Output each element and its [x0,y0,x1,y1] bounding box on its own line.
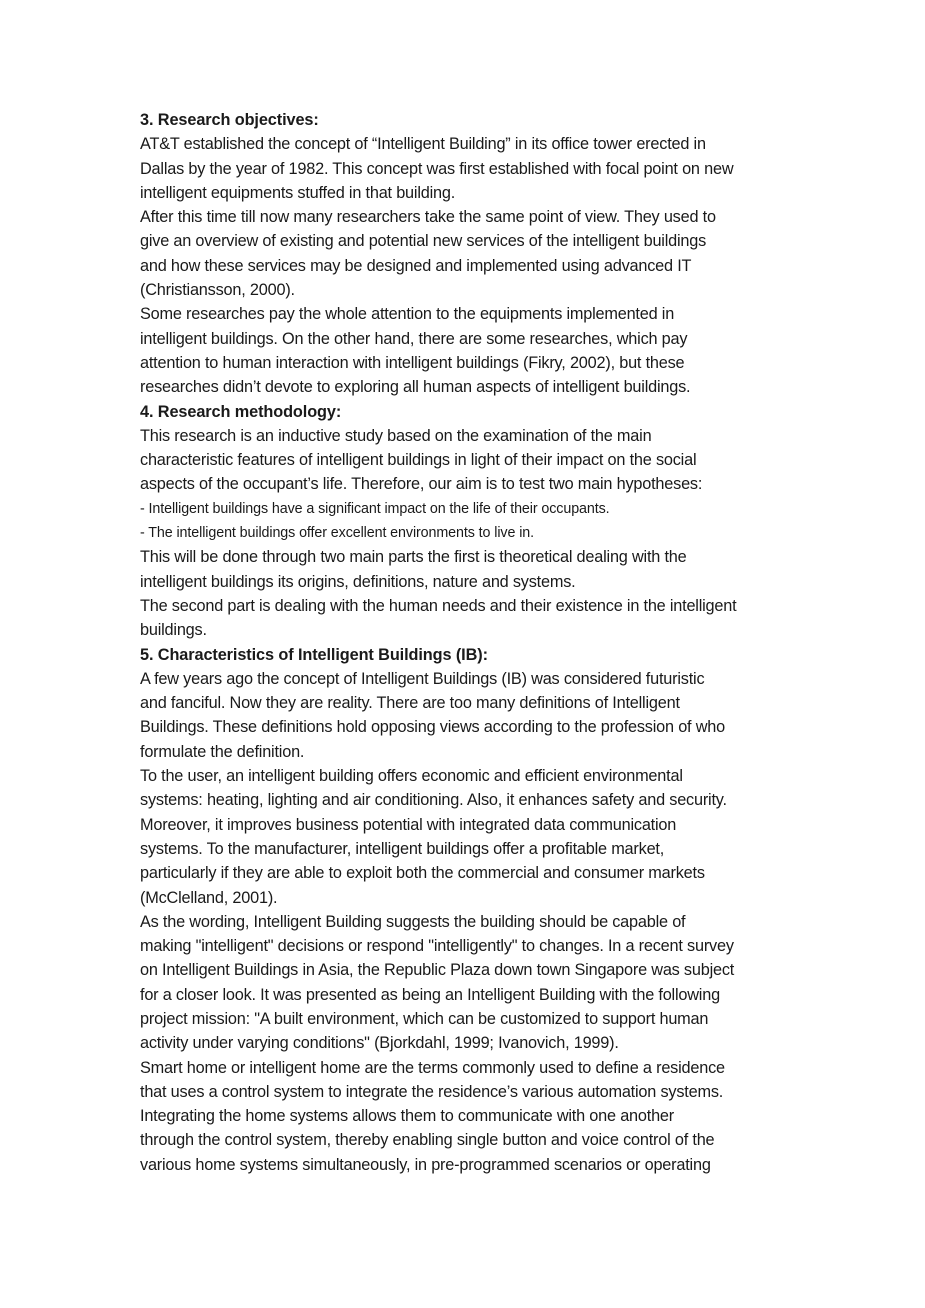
section-heading: 3. Research objectives: [140,111,319,129]
body-text-line: AT&T established the concept of “Intelligent Building” in its office tower erected in [140,135,706,154]
body-text-line: After this time till now many researchers take the same point of view. They used to [140,208,716,227]
section-heading: 5. Characteristics of Intelligent Buildings (IB): [140,645,488,664]
body-text-line: The second part is dealing with the human needs and their existence in the intelligent [140,596,737,615]
body-text-line: buildings. [140,621,207,640]
body-text-line: This will be done through two main parts the first is theoretical dealing with the [140,548,687,567]
body-text-line: aspects of the occupant’s life. Therefore, our aim is to test two main hypotheses: [140,475,703,494]
body-text-line: (Christiansson, 2000). [140,281,295,300]
body-text-line: formulate the definition. [140,742,305,761]
body-text-line: (McClelland, 2001). [140,888,278,907]
body-text-line: particularly if they are able to exploit both the commercial and consumer markets [140,864,705,883]
body-text-line: project mission: "A built environment, which can be customized to support human [140,1009,709,1028]
body-text-line: systems. To the manufacturer, intelligent buildings offer a profitable market, [140,839,665,858]
body-text-line: attention to human interaction with intelligent buildings (Fikry, 2002), but these [140,353,685,372]
body-text-line: various home systems simultaneously, in pre-programmed scenarios or operating [140,1155,711,1174]
body-text-line: and how these services may be designed and implemented using advanced IT [140,256,692,275]
body-text-line: Smart home or intelligent home are the terms commonly used to define a residence [140,1058,725,1077]
section-heading: 4. Research methodology: [140,402,342,421]
body-text-line: and fanciful. Now they are reality. There are too many definitions of Intelligent [140,694,680,713]
body-text-line: on Intelligent Buildings in Asia, the Republic Plaza down town Singapore was subject [140,961,735,980]
body-text-line: researches didn’t devote to exploring all human aspects of intelligent buildings. [140,378,691,397]
hypothesis-line: - Intelligent buildings have a significant impact on the life of their occupants. [140,500,610,517]
body-text-line: A few years ago the concept of Intelligent Buildings (IB) was considered futuristic [140,669,705,688]
body-text-line: give an overview of existing and potential new services of the intelligent buildings [140,232,707,251]
hypothesis-line: - The intelligent buildings offer excellent environments to live in. [140,525,535,542]
body-text-line: for a closer look. It was presented as being an Intelligent Building with the following [140,985,720,1004]
body-text-line: that uses a control system to integrate the residence’s various automation systems. [140,1082,724,1101]
body-text-line: Moreover, it improves business potential with integrated data communication [140,815,677,834]
body-text-line: through the control system, thereby enabling single button and voice control of the [140,1131,715,1150]
body-text-line: making "intelligent" decisions or respond "intelligently" to changes. In a recent survey [140,937,734,956]
body-text-line: Some researches pay the whole attention to the equipments implemented in [140,305,675,324]
body-text-line: Buildings. These definitions hold opposing views according to the profession of who [140,718,725,737]
body-text-line: Dallas by the year of 1982. This concept was first established with focal point on new [140,159,734,178]
body-text-line: As the wording, Intelligent Building suggests the building should be capable of [140,912,686,931]
body-text-line: intelligent buildings. On the other hand, there are some researches, which pay [140,329,688,348]
body-text-line: characteristic features of intelligent buildings in light of their impact on the social [140,451,697,470]
body-text-line: To the user, an intelligent building offers economic and efficient environmental [140,767,683,786]
body-text-line: Integrating the home systems allows them to communicate with one another [140,1107,675,1126]
body-text-line: intelligent buildings its origins, definitions, nature and systems. [140,572,576,591]
body-text-line: This research is an inductive study based on the examination of the main [140,426,652,445]
body-text-line: activity under varying conditions" (Bjorkdahl, 1999; Ivanovich, 1999). [140,1034,619,1053]
body-text-line: systems: heating, lighting and air conditioning. Also, it enhances safety and security. [140,791,727,810]
document-page [140,108,800,1177]
body-text-line: intelligent equipments stuffed in that building. [140,183,456,202]
